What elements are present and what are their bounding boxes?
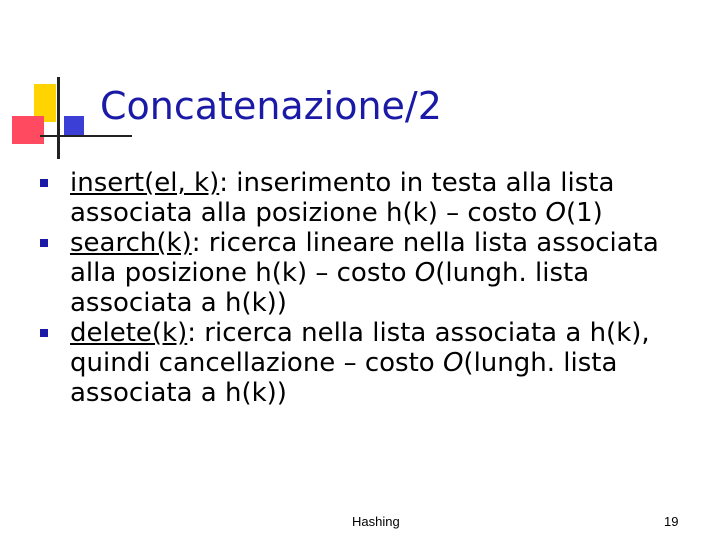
operation-name: insert(el, k) bbox=[70, 168, 220, 198]
big-o-symbol: O bbox=[414, 258, 436, 288]
page-number: 19 bbox=[664, 514, 679, 529]
red-square bbox=[12, 116, 44, 144]
decorative-logo bbox=[0, 0, 100, 170]
blue-square bbox=[64, 116, 84, 136]
bullet-text: : ricerca nella lista associata a h(k), quindi cancellazione – costo bbox=[70, 318, 650, 378]
bullet-list bbox=[40, 168, 700, 408]
slide-title: Concatenazione/2 bbox=[100, 84, 442, 128]
bullet-square-icon bbox=[40, 329, 48, 337]
big-o-symbol: O bbox=[545, 198, 566, 228]
bullet-delete bbox=[40, 318, 700, 408]
bullet-search bbox=[40, 228, 700, 318]
operation-name: delete(k) bbox=[70, 318, 188, 348]
bullet-text-cost: (lungh. lista associata a h(k)) bbox=[70, 258, 590, 318]
big-o-symbol: O bbox=[442, 348, 464, 378]
bullet-text-cost: (lungh. lista associata a h(k)) bbox=[70, 348, 618, 408]
bullet-square-icon bbox=[40, 179, 48, 187]
bullet-square-icon bbox=[40, 239, 48, 247]
operation-name: search(k) bbox=[70, 228, 192, 258]
bullet-text: : inserimento in testa alla lista associata alla posizione h(k) – costo bbox=[70, 168, 615, 228]
bullet-insert bbox=[40, 168, 700, 228]
bullet-text: : ricerca lineare nella lista associata alla posizione h(k) – costo bbox=[70, 228, 659, 288]
footer-topic: Hashing bbox=[352, 514, 400, 529]
bullet-text-cost: (1) bbox=[565, 198, 603, 228]
vertical-line bbox=[57, 77, 60, 159]
horizontal-line bbox=[40, 135, 132, 137]
